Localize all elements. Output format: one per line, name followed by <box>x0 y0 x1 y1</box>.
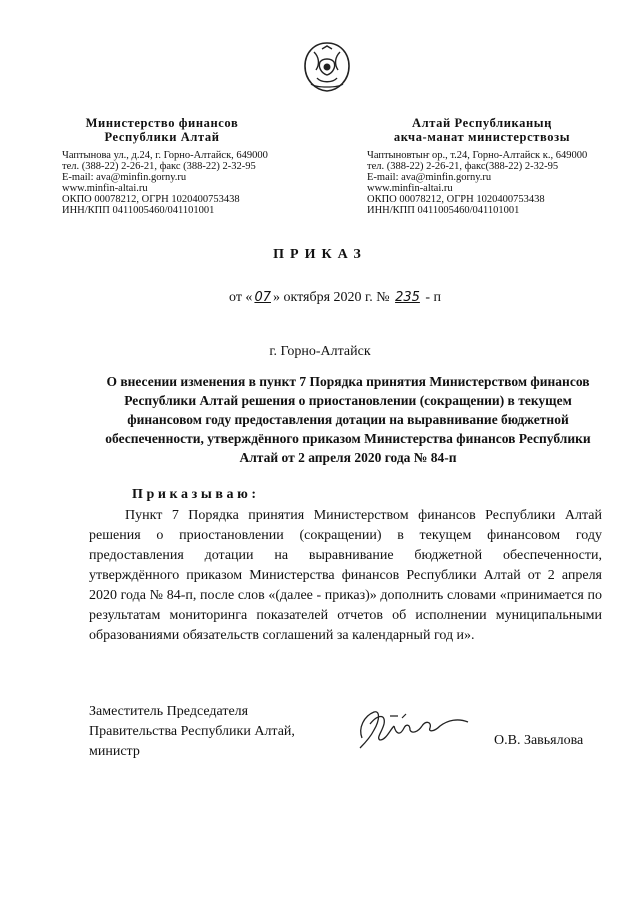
handwritten-signature <box>340 700 480 760</box>
signer-position-line: Правительства Республики Алтай, <box>89 724 295 739</box>
date-day: 07 <box>254 290 271 305</box>
inn-line: ИНН/КПП 0411005460/041101001 <box>62 205 215 216</box>
document-number: 235 <box>395 290 420 305</box>
date-mid: » октября 2020 г. № <box>272 290 394 305</box>
website-line: www.minfin-altai.ru <box>367 183 453 194</box>
signer-position-line: министр <box>89 744 140 759</box>
order-body-text: Пункт 7 Порядка принятия Министерством финансов Республики Алтай решения о приостановлении (сокращении) в текущем финансовом году предоставления дотации на выравнивание бюджетной обеспеченности, утверждённого приказом Министерства финансов Республики Алтай от 2 апреля 2020 года № 84-п, после слов «(далее - приказ)» дополнить словами «принимается по результатам мониторинга показателей отчетов об исполнении муниципальными образованиями обязательств соглашений за календарный год и». <box>89 508 602 643</box>
header-right-block <box>367 116 617 216</box>
okpo-line: ОКПО 00078212, ОГРН 1020400753438 <box>367 194 545 205</box>
ministry-name-alt <box>367 116 597 144</box>
ministry-name-ru <box>62 116 262 144</box>
signer-position-line: Заместитель Председателя <box>89 704 249 719</box>
email-line: E-mail: ava@minfin.gorny.ru <box>367 172 492 183</box>
phone-line: тел. (388-22) 2-26-21, факс(388-22) 2-32-95 <box>367 161 559 172</box>
address-line: Чаптыновтыҥ ор., т.24, Горно-Алтайск к., 649000 <box>367 150 588 161</box>
city-line: г. Горно-Алтайск <box>269 344 371 359</box>
address-line: Чаптынова ул., д.24, г. Горно-Алтайск, 649000 <box>62 150 268 161</box>
phone-line: тел. (388-22) 2-26-21, факс (388-22) 2-32-95 <box>62 161 256 172</box>
ministry-name-line: акча-манат министерствозы <box>393 130 571 144</box>
header-left-block <box>62 116 302 216</box>
orders-heading: Приказываю: <box>132 487 260 502</box>
document-title: ПРИКАЗ <box>273 247 367 262</box>
ministry-name-line: Министерство финансов <box>85 116 239 130</box>
inn-line: ИНН/КПП 0411005460/041101001 <box>367 205 520 216</box>
ministry-name-line: Республики Алтай <box>104 130 220 144</box>
document-subject: О внесении изменения в пункт 7 Порядка принятия Министерством финансов Республики Алтай решения о приостановлении (сокращении) в текущем финансовом году предоставления дотации на выравнивание бюджетной обеспеченности, утверждённого приказом Министерства финансов Республики Алтай от 2 апреля 2020 года № 84-п <box>105 374 591 465</box>
okpo-line: ОКПО 00078212, ОГРН 1020400753438 <box>62 194 240 205</box>
ministry-name-line: Алтай Республиканың <box>412 116 552 130</box>
signer-name: О.В. Завьялова <box>494 733 584 748</box>
coat-of-arms-emblem <box>300 40 354 94</box>
email-line: E-mail: ava@minfin.gorny.ru <box>62 172 187 183</box>
website-line: www.minfin-altai.ru <box>62 183 148 194</box>
number-suffix: - п <box>421 290 442 305</box>
signer-position <box>89 702 295 762</box>
date-prefix: от « <box>229 290 253 305</box>
date-number-line <box>229 290 441 306</box>
